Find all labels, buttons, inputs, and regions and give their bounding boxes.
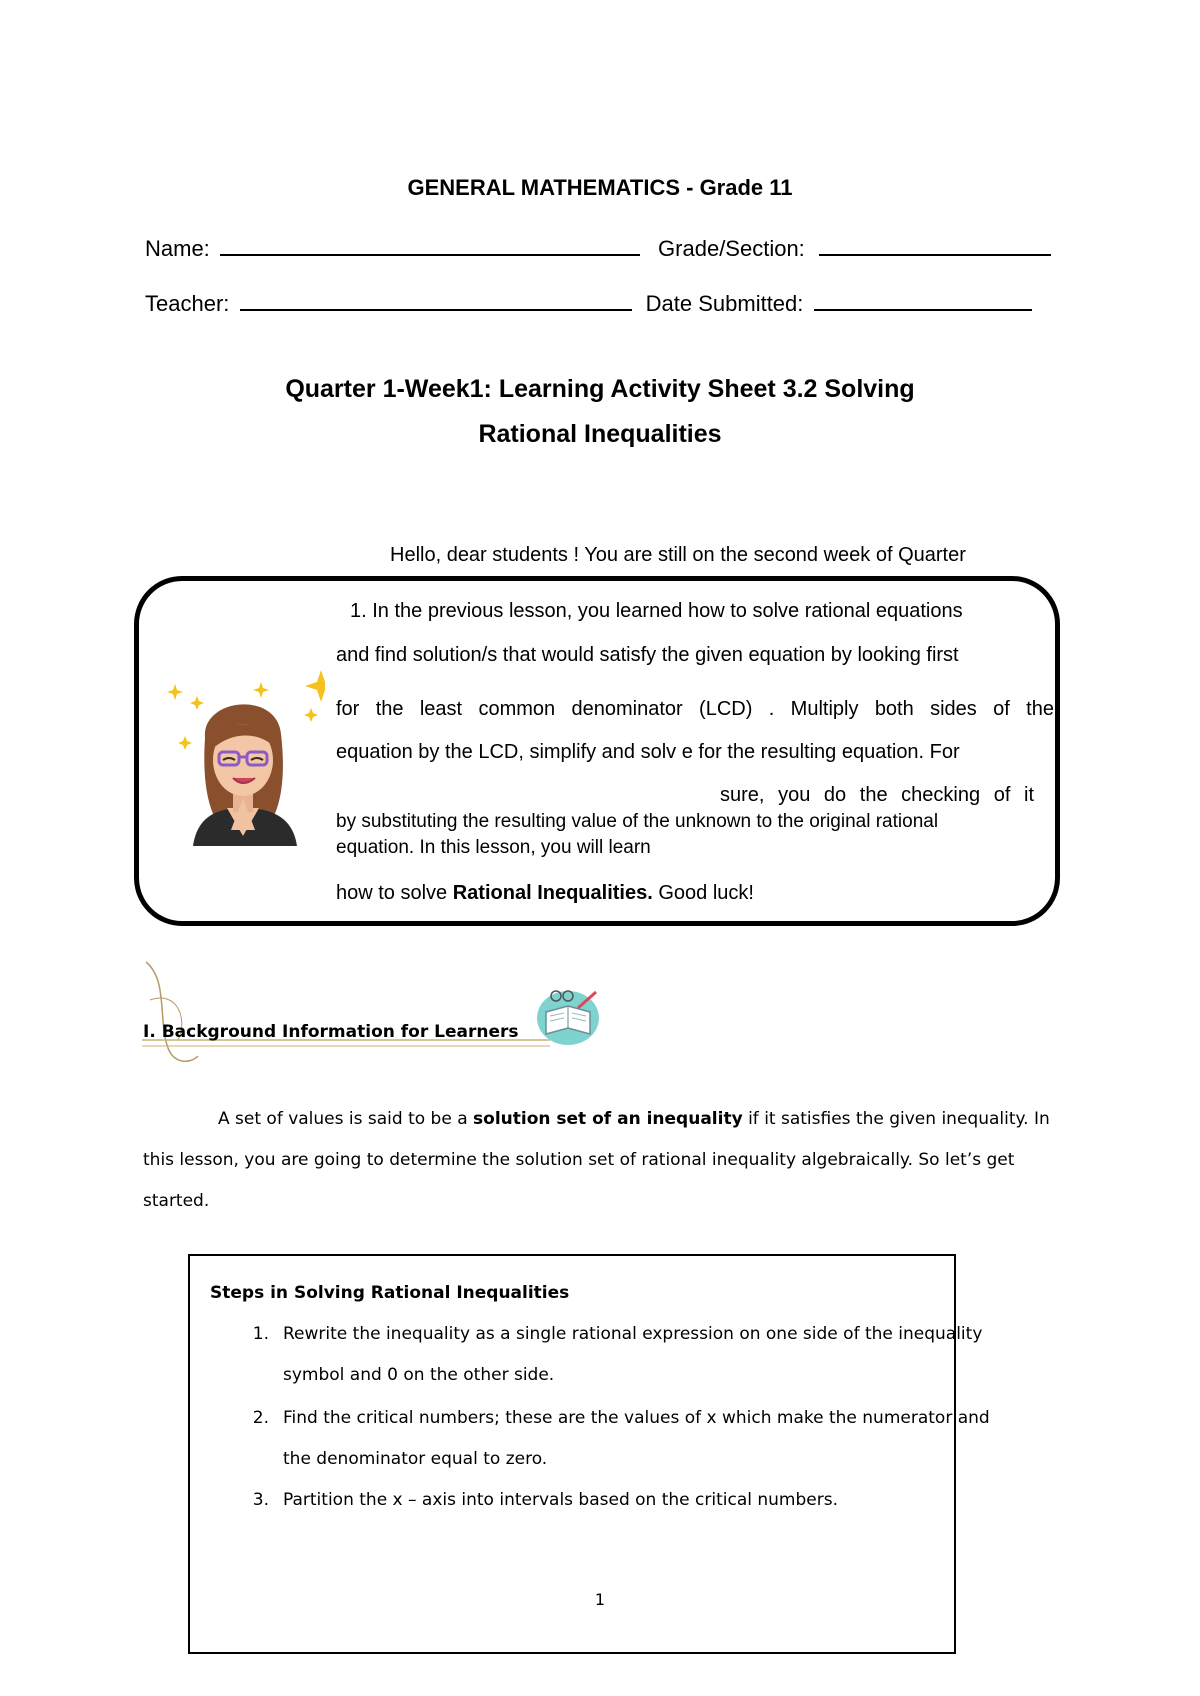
name-field[interactable] [220, 234, 640, 256]
steps-heading: Steps in Solving Rational Inequalities [210, 1283, 570, 1303]
name-row [145, 234, 1051, 262]
intro-line-6: by substituting the resulting value of the unknown to the original rational [336, 811, 939, 832]
sparkle-icon [305, 670, 325, 702]
intro-line-8-bold: Rational Inequalities. [452, 882, 653, 904]
step-number: 3. [252, 1490, 269, 1510]
intro-line-1: 1. In the previous lesson, you learned how to solve rational equations [350, 600, 963, 622]
step-number: 1. [252, 1324, 269, 1344]
background-info-heading: I. Background Information for Learners [143, 1022, 519, 1042]
greeting-text: Hello, dear students ! You are still on the second week of Quarter [390, 544, 966, 566]
step-1-line-2: symbol and 0 on the other side. [283, 1365, 555, 1385]
background-paragraph-pre: A set of values is said to be a [218, 1109, 474, 1129]
name-label: Name: [145, 236, 210, 261]
teacher-avatar-icon [165, 668, 325, 848]
background-paragraph [143, 1099, 1060, 1222]
intro-line-2: and find solution/s that would satisfy the given equation by looking first [336, 644, 959, 666]
background-paragraph-bold: solution set of an inequality [473, 1109, 743, 1129]
background-paragraph-post: if it satisfies the given inequality. In this lesson, you are going to determine the solution set of rational inequality algebraically. So let’s get started. [143, 1109, 1050, 1211]
worksheet-title: GENERAL MATHEMATICS - Grade 11 [407, 175, 793, 200]
teacher-field[interactable] [240, 289, 632, 311]
sparkle-icon [167, 684, 183, 700]
date-submitted-label: Date Submitted: [645, 291, 804, 316]
lesson-title-line-2: Rational Inequalities [478, 420, 722, 448]
step-number: 2. [252, 1408, 269, 1428]
date-submitted-field[interactable] [814, 289, 1032, 311]
grade-section-label: Grade/Section: [658, 236, 805, 261]
sparkle-icon [304, 708, 318, 722]
step-2-line-1: Find the critical numbers; these are the values of x which make the numerator and [283, 1408, 990, 1428]
intro-line-5: sure, you do the checking of it [720, 784, 1034, 806]
step-2-line-2: the denominator equal to zero. [283, 1449, 548, 1469]
lesson-title-line-1: Quarter 1-Week1: Learning Activity Sheet 3.2 Solving [285, 375, 915, 403]
intro-line-8-post: Good luck! [652, 882, 754, 904]
sparkle-icon [253, 682, 269, 698]
grade-section-field[interactable] [819, 234, 1051, 256]
intro-line-4: equation by the LCD, simplify and solv e for the resulting equation. For [336, 741, 960, 763]
step-1-line-1: Rewrite the inequality as a single rational expression on one side of the inequality [283, 1324, 983, 1344]
book-illustration-icon [534, 986, 602, 1046]
teacher-label: Teacher: [145, 291, 230, 316]
intro-line-8 [336, 882, 754, 905]
teacher-row [145, 289, 1032, 317]
sparkle-icon [190, 696, 204, 710]
intro-line-7: equation. In this lesson, you will learn [336, 837, 651, 858]
intro-line-8-pre: how to solve [336, 882, 453, 904]
step-3-line-1: Partition the x – axis into intervals based on the critical numbers. [283, 1490, 838, 1510]
page-number: 1 [594, 1590, 606, 1609]
sparkle-icon [178, 736, 192, 750]
intro-line-3: for the least common denominator (LCD) . Multiply both sides of the [336, 698, 1054, 720]
